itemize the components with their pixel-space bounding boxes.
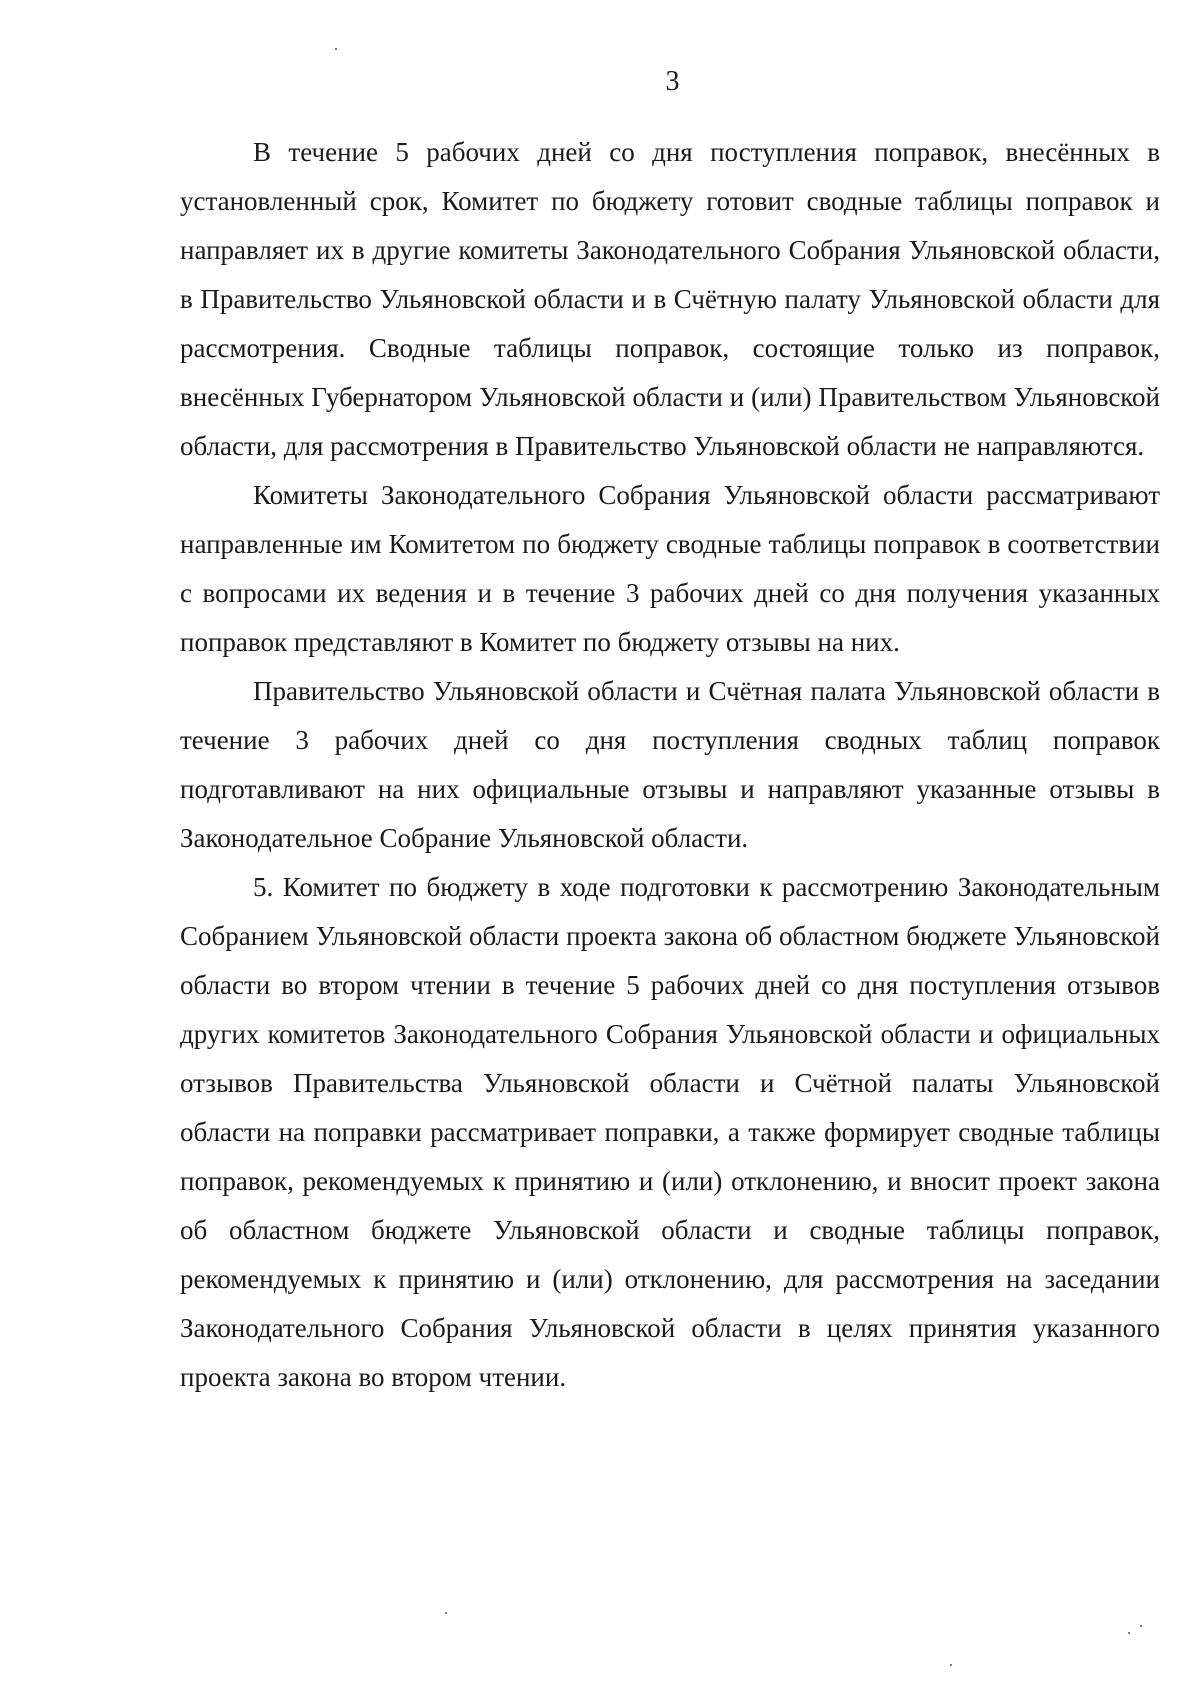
- scan-speck: [335, 48, 337, 50]
- scan-speck: [1128, 1632, 1130, 1634]
- scan-speck: [1140, 1625, 1142, 1627]
- paragraph-amendment-tables: В течение 5 рабочих дней со дня поступления поправок, внесённых в установленный срок, Комитет по бюджету готовит сводные таблицы поправок и направляет их в другие комитеты Законодательного Собрания Ульяновской области, в Правительство Ульяновской области и в Счётную палату Ульяновской области для рассмотрения. Сводные таблицы поправок, состоящие только из поправок, внесённых Губернатором Ульяновской области и (или) Правительством Ульяновской области, для рассмотрения в Правительство Ульяновской области не направляются.: [180, 137, 1160, 461]
- paragraph-item-5: 5. Комитет по бюджету в ходе подготовки к рассмотрению Законодательным Собранием Ульяновской области проекта закона об областном бюджете Ульяновской области во втором чтении в течение 5 рабочих дней со дня поступления отзывов других комитетов Законодательного Собрания Ульяновской области и официальных отзывов Правительства Ульяновской области и Счётной палаты Ульяновской области на поправки рассматривает поправки, а также формирует сводные таблицы поправок, рекомендуемых к принятию и (или) отклонению, и вносит проект закона об областном бюджете Ульяновской области и сводные таблицы поправок, рекомендуемых к принятию и (или) отклонению, для рассмотрения на заседании Законодательного Собрания Ульяновской области в целях принятия указанного проекта закона во втором чтении.: [180, 872, 1160, 1392]
- page-number-text: 3: [665, 66, 680, 97]
- scan-speck: [445, 1612, 447, 1614]
- page-number: [0, 66, 1200, 98]
- document-body: [180, 128, 1160, 1402]
- paragraph-committee-review: Комитеты Законодательного Собрания Ульяновской области рассматривают направленные им Комитетом по бюджету сводные таблицы поправок в соответствии с вопросами их ведения и в течение 3 рабочих дней со дня получения указанных поправок представляют в Комитет по бюджету отзывы на них.: [180, 480, 1160, 657]
- scan-speck: [950, 1664, 952, 1666]
- paragraph-government-reviews: Правительство Ульяновской области и Счётная палата Ульяновской области в течение 3 рабочих дней со дня поступления сводных таблиц поправок подготавливают на них официальные отзывы и направляют указанные отзывы в Законодательное Собрание Ульяновской области.: [180, 676, 1160, 853]
